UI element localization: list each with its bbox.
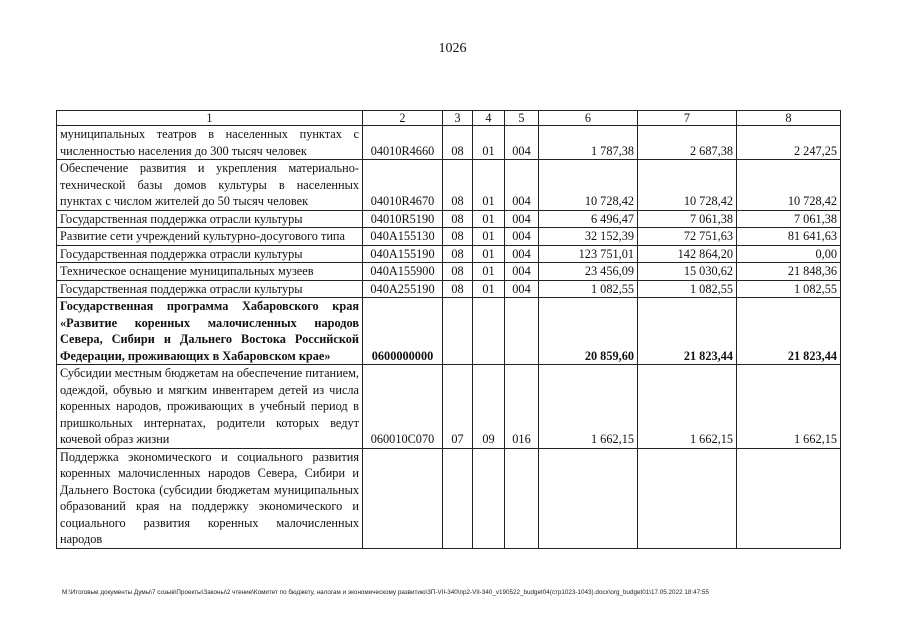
subsection-code: 01 — [473, 263, 505, 281]
table-row — [57, 365, 841, 449]
amount-col-6 — [539, 448, 638, 548]
section-code: 08 — [443, 228, 473, 246]
subsection-code: 01 — [473, 280, 505, 298]
section-code: 08 — [443, 245, 473, 263]
subsection-code — [473, 298, 505, 365]
budget-code: 060010C070 — [363, 365, 443, 449]
item-name: муниципальных театров в населенных пунктах с численностью населения до 300 тысяч человек — [57, 126, 363, 160]
page-number: 1026 — [438, 41, 467, 56]
amount-col-8: 21 823,44 — [737, 298, 841, 365]
amount-col-6: 10 728,42 — [539, 160, 638, 211]
expense-type-code: 004 — [505, 245, 539, 263]
item-name: Субсидии местным бюджетам на обеспечение питанием, одеждой, обувью и мягким инвентарем детей из числа коренных народов, проживающих в учебный период в пришкольных интернатах, родители которых ведут кочевой образ жизни — [57, 365, 363, 449]
expense-type-code: 004 — [505, 263, 539, 281]
budget-code: 04010R5190 — [363, 210, 443, 228]
amount-col-8: 1 662,15 — [737, 365, 841, 449]
table-row — [57, 263, 841, 281]
section-code: 08 — [443, 263, 473, 281]
budget-table — [56, 110, 841, 549]
table-row — [57, 126, 841, 160]
expense-type-code: 004 — [505, 126, 539, 160]
expense-type-code — [505, 448, 539, 548]
expense-type-code: 004 — [505, 228, 539, 246]
amount-col-8: 7 061,38 — [737, 210, 841, 228]
budget-code: 04010R4660 — [363, 126, 443, 160]
table-row — [57, 245, 841, 263]
column-header: 5 — [505, 111, 539, 126]
amount-col-6: 23 456,09 — [539, 263, 638, 281]
amount-col-6: 6 496,47 — [539, 210, 638, 228]
expense-type-code: 004 — [505, 210, 539, 228]
column-header: 8 — [737, 111, 841, 126]
section-code: 08 — [443, 126, 473, 160]
amount-col-6: 1 082,55 — [539, 280, 638, 298]
amount-col-7: 7 061,38 — [638, 210, 737, 228]
amount-col-8 — [737, 448, 841, 548]
budget-code: 040A155900 — [363, 263, 443, 281]
section-code — [443, 298, 473, 365]
column-header: 3 — [443, 111, 473, 126]
amount-col-6: 20 859,60 — [539, 298, 638, 365]
table-row — [57, 280, 841, 298]
subsection-code: 01 — [473, 245, 505, 263]
subsection-code: 01 — [473, 210, 505, 228]
subsection-code: 09 — [473, 365, 505, 449]
item-name: Государственная поддержка отрасли культуры — [57, 280, 363, 298]
file-path-footer: M:\Итоговые документы Думы\7 созыв\Проекты\Законы\2 чтение\Комитет по бюджету, налогам и экономическому развитию\3П-VII-340\пр2-VII-340_v190522_budget04(стр1023-1043).docx\org_budget01\17.05.2022 18:47:55 — [62, 589, 709, 596]
amount-col-7: 142 864,20 — [638, 245, 737, 263]
expense-type-code: 004 — [505, 160, 539, 211]
subsection-code: 01 — [473, 160, 505, 211]
section-code: 08 — [443, 280, 473, 298]
expense-type-code: 016 — [505, 365, 539, 449]
amount-col-8: 0,00 — [737, 245, 841, 263]
column-header: 6 — [539, 111, 638, 126]
subsection-code: 01 — [473, 126, 505, 160]
amount-col-8: 81 641,63 — [737, 228, 841, 246]
item-name: Государственная поддержка отрасли культуры — [57, 210, 363, 228]
amount-col-6: 1 787,38 — [539, 126, 638, 160]
amount-col-7: 72 751,63 — [638, 228, 737, 246]
amount-col-8: 2 247,25 — [737, 126, 841, 160]
column-header: 2 — [363, 111, 443, 126]
budget-code: 040A155130 — [363, 228, 443, 246]
column-header: 1 — [57, 111, 363, 126]
amount-col-7: 2 687,38 — [638, 126, 737, 160]
section-code: 08 — [443, 210, 473, 228]
amount-col-8: 1 082,55 — [737, 280, 841, 298]
budget-code: 040A155190 — [363, 245, 443, 263]
amount-col-7: 10 728,42 — [638, 160, 737, 211]
table-row — [57, 160, 841, 211]
section-code: 07 — [443, 365, 473, 449]
item-name: Техническое оснащение муниципальных музеев — [57, 263, 363, 281]
header-row — [57, 111, 841, 126]
amount-col-7: 1 662,15 — [638, 365, 737, 449]
table-row — [57, 210, 841, 228]
item-name: Развитие сети учреждений культурно-досугового типа — [57, 228, 363, 246]
amount-col-6: 32 152,39 — [539, 228, 638, 246]
amount-col-8: 10 728,42 — [737, 160, 841, 211]
subsection-code: 01 — [473, 228, 505, 246]
table-row — [57, 228, 841, 246]
section-code — [443, 448, 473, 548]
budget-code: 0600000000 — [363, 298, 443, 365]
budget-code — [363, 448, 443, 548]
item-name: Государственная программа Хабаровского края «Развитие коренных малочисленных народов Севера, Сибири и Дальнего Востока Российской Федерации, проживающих в Хабаровском крае» — [57, 298, 363, 365]
table-row — [57, 298, 841, 365]
item-name: Обеспечение развития и укрепления материально-технической базы домов культуры в населенных пунктах с числом жителей до 50 тысяч человек — [57, 160, 363, 211]
budget-code: 04010R4670 — [363, 160, 443, 211]
column-header: 4 — [473, 111, 505, 126]
amount-col-7: 21 823,44 — [638, 298, 737, 365]
amount-col-7 — [638, 448, 737, 548]
amount-col-6: 123 751,01 — [539, 245, 638, 263]
expense-type-code: 004 — [505, 280, 539, 298]
amount-col-6: 1 662,15 — [539, 365, 638, 449]
table-row — [57, 448, 841, 548]
subsection-code — [473, 448, 505, 548]
item-name: Государственная поддержка отрасли культуры — [57, 245, 363, 263]
amount-col-7: 1 082,55 — [638, 280, 737, 298]
column-header: 7 — [638, 111, 737, 126]
item-name: Поддержка экономического и социального развития коренных малочисленных народов Севера, Сибири и Дальнего Востока (субсидии бюджетам муниципальных образований края на поддержку экономического и социального развития коренных малочисленных народов — [57, 448, 363, 548]
budget-code: 040A255190 — [363, 280, 443, 298]
section-code: 08 — [443, 160, 473, 211]
expense-type-code — [505, 298, 539, 365]
amount-col-7: 15 030,62 — [638, 263, 737, 281]
amount-col-8: 21 848,36 — [737, 263, 841, 281]
